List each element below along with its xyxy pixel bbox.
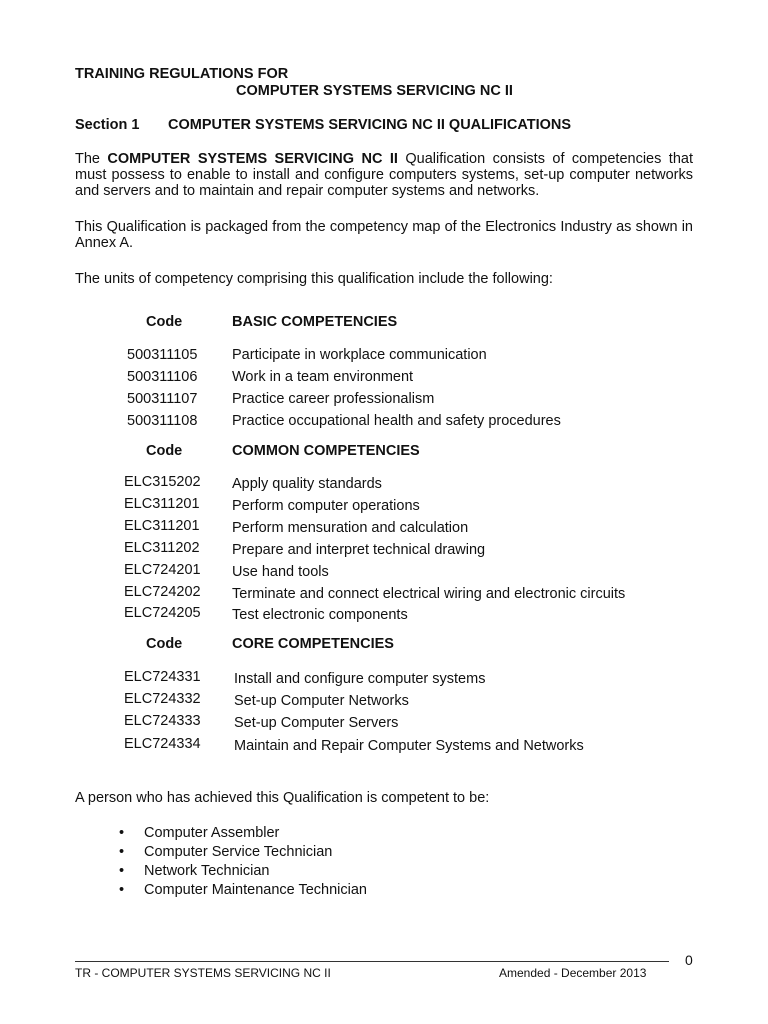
common-row-desc: Perform computer operations (232, 498, 420, 514)
basic-row-desc: Work in a team environment (232, 369, 414, 385)
doc-title-line1: TRAINING REGULATIONS FOR (75, 66, 289, 82)
basic-row-code: 500311106 (127, 369, 198, 385)
common-row-code: ELC315202 (124, 474, 201, 490)
common-row-desc: Perform mensuration and calculation (232, 520, 469, 536)
common-row-desc: Prepare and interpret technical drawing (232, 542, 486, 558)
basic-row-desc: Practice career professionalism (232, 391, 435, 407)
intro-paragraph-1 (75, 151, 693, 199)
list-item-text: Network Technician (144, 863, 270, 879)
common-row-code: ELC724202 (124, 584, 201, 600)
common-row-desc: Test electronic components (232, 607, 408, 623)
section-number: Section 1 (75, 117, 140, 133)
common-row-code: ELC311201 (124, 496, 200, 512)
core-row-code: ELC724333 (124, 713, 201, 729)
common-row-desc: Use hand tools (232, 564, 329, 580)
list-item-text: Computer Assembler (144, 825, 280, 841)
intro-p1-rest: Qualification consists of competencies that must possess to enable to install and configure computers systems, set-up computer networks and servers and to maintain and repair computer systems and networks. (75, 151, 693, 199)
bullet-icon: • (119, 882, 125, 898)
core-row-desc: Set-up Computer Networks (234, 693, 409, 709)
bullet-icon: • (119, 844, 125, 860)
common-competencies-title: COMMON COMPETENCIES (232, 443, 420, 459)
core-competencies-title: CORE COMPETENCIES (232, 636, 394, 652)
core-row-desc: Install and configure computer systems (234, 671, 486, 687)
common-row-desc: Terminate and connect electrical wiring and electronic circuits (232, 586, 626, 602)
bullet-icon: • (119, 825, 125, 841)
core-row-desc: Maintain and Repair Computer Systems and Networks (234, 738, 584, 754)
list-item-text: Computer Service Technician (144, 844, 333, 860)
doc-title-line2: COMPUTER SYSTEMS SERVICING NC II (236, 83, 513, 99)
footer-title: TR - COMPUTER SYSTEMS SERVICING NC II (75, 966, 331, 980)
common-row-desc: Apply quality standards (232, 476, 382, 492)
basic-row-desc: Practice occupational health and safety procedures (232, 413, 561, 429)
achievers-lead: A person who has achieved this Qualification is competent to be: (75, 790, 490, 806)
common-row-code: ELC724201 (124, 562, 201, 578)
section-title: COMPUTER SYSTEMS SERVICING NC II QUALIFICATIONS (168, 117, 572, 133)
core-code-header: Code (146, 636, 183, 652)
page-number: 0 (685, 952, 693, 968)
basic-row-code: 500311107 (127, 391, 198, 407)
basic-row-code: 500311105 (127, 347, 198, 363)
common-code-header: Code (146, 443, 183, 459)
basic-row-desc: Participate in workplace communication (232, 347, 487, 363)
core-row-code: ELC724332 (124, 691, 201, 707)
intro-p1-lead: The (75, 151, 108, 167)
core-row-code: ELC724331 (124, 669, 201, 685)
footer-amended: Amended - December 2013 (499, 966, 647, 980)
list-item-text: Computer Maintenance Technician (144, 882, 368, 898)
basic-code-header: Code (146, 314, 183, 330)
intro-paragraph-3: The units of competency comprising this qualification include the following: (75, 271, 553, 287)
intro-p1-bold: COMPUTER SYSTEMS SERVICING NC II (107, 151, 398, 167)
bullet-icon: • (119, 863, 125, 879)
footer-divider (75, 961, 669, 962)
basic-row-code: 500311108 (127, 413, 198, 429)
common-row-code: ELC724205 (124, 605, 201, 621)
core-row-desc: Set-up Computer Servers (234, 715, 399, 731)
core-row-code: ELC724334 (124, 736, 201, 752)
common-row-code: ELC311201 (124, 518, 200, 534)
basic-competencies-title: BASIC COMPETENCIES (232, 314, 398, 330)
intro-paragraph-2: This Qualification is packaged from the competency map of the Electronics Industry as shown in Annex A. (75, 219, 693, 251)
common-row-code: ELC311202 (124, 540, 200, 556)
